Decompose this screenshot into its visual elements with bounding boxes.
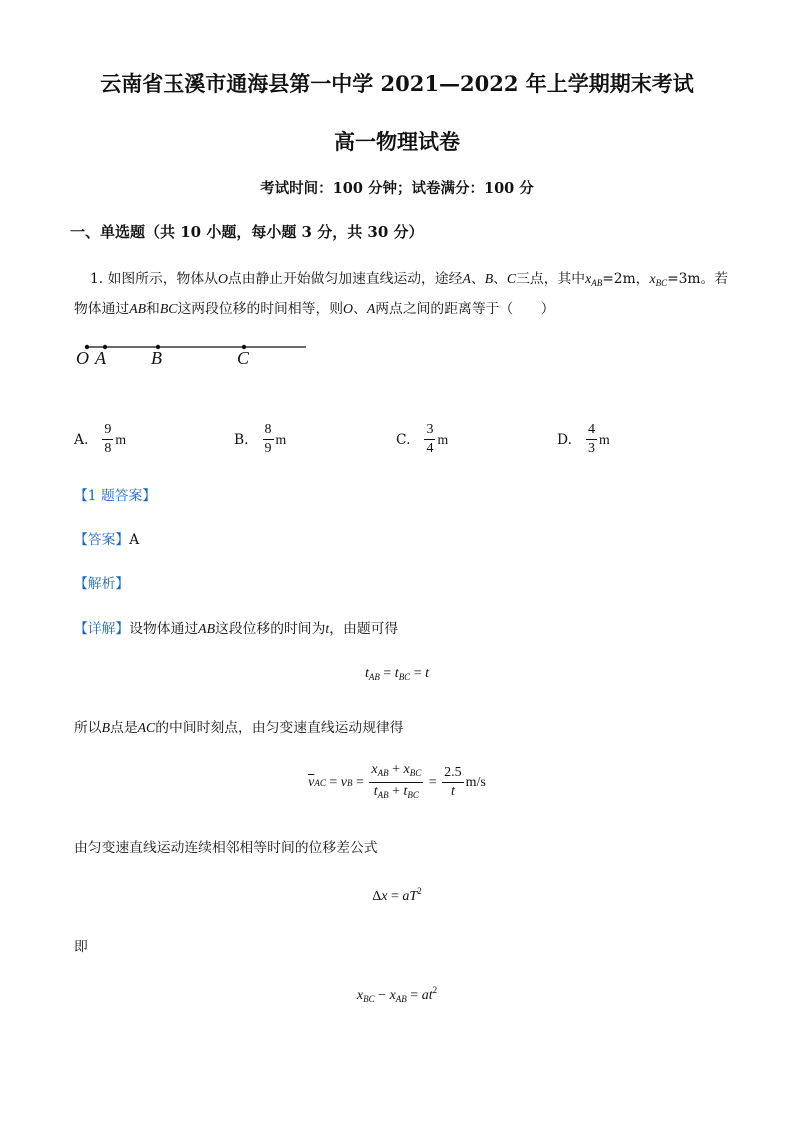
question-number: 1. xyxy=(90,271,104,287)
label-o: O xyxy=(76,348,89,368)
option-a[interactable]: A. $\frac{9}{8}$ m xyxy=(74,422,127,456)
number-line-figure xyxy=(70,336,320,376)
solution-para-2: 所以B点是AC的中间时刻点，由匀变速直线运动规律得 xyxy=(74,720,404,736)
solution-para-1: 【详解】设物体通过AB这段位移的时间为t，由题可得 xyxy=(74,621,399,637)
answer-value: A xyxy=(129,532,140,548)
answer-title-tag: 【1 题答案】 xyxy=(74,488,157,504)
solution-para-3: 由匀变速直线运动连续相邻相等时间的位移差公式 xyxy=(74,840,378,856)
equation-1: $t_{AB} = t_{BC} = t$ xyxy=(365,666,429,682)
equation-3: $\Delta x = aT^2$ xyxy=(372,886,422,904)
solution-para-4: 即 xyxy=(74,939,88,955)
equation-4: $x_{BC} - x_{AB} = at^2$ xyxy=(356,985,438,1004)
label-a: A xyxy=(95,348,106,368)
option-b[interactable]: B. $\frac{8}{9}$ m xyxy=(234,422,287,456)
option-c[interactable]: C. $\frac{3}{4}$ m xyxy=(396,422,449,456)
label-c: C xyxy=(237,348,250,368)
answer-line: 【答案】A xyxy=(74,532,140,548)
exam-title: 云南省玉溪市通海县第一中学 2021—2022 年上学期期末考试 xyxy=(100,71,694,96)
option-d[interactable]: D. $\frac{4}{3}$ m xyxy=(557,422,610,456)
exam-subtitle: 高一物理试卷 xyxy=(334,129,460,154)
label-b: B xyxy=(151,348,162,368)
exam-info: 考试时间：100 分钟；试卷满分：100 分 xyxy=(260,180,534,197)
question-line-1: 1. 如图所示，物体从O点由静止开始做匀加速直线运动，途经A、B、C三点，其中$x_{AB}=2m$，$x_{BC}=3m$。若 xyxy=(90,271,729,288)
question-line-2: 物体通过AB和BC这两段位移的时间相等，则O、A两点之间的距离等于（ ） xyxy=(74,301,555,317)
section-heading: 一、单选题（共 10 小题，每小题 3 分，共 30 分） xyxy=(70,223,424,241)
analysis-tag: 【解析】 xyxy=(74,576,130,592)
equation-2: $\overline{v}$ AC = v B = $\frac{x_{AB} + x_{BC}}{t_{AB} + t_{BC}}$ = $\frac{2.5}{t}$ m/s xyxy=(308,762,486,800)
